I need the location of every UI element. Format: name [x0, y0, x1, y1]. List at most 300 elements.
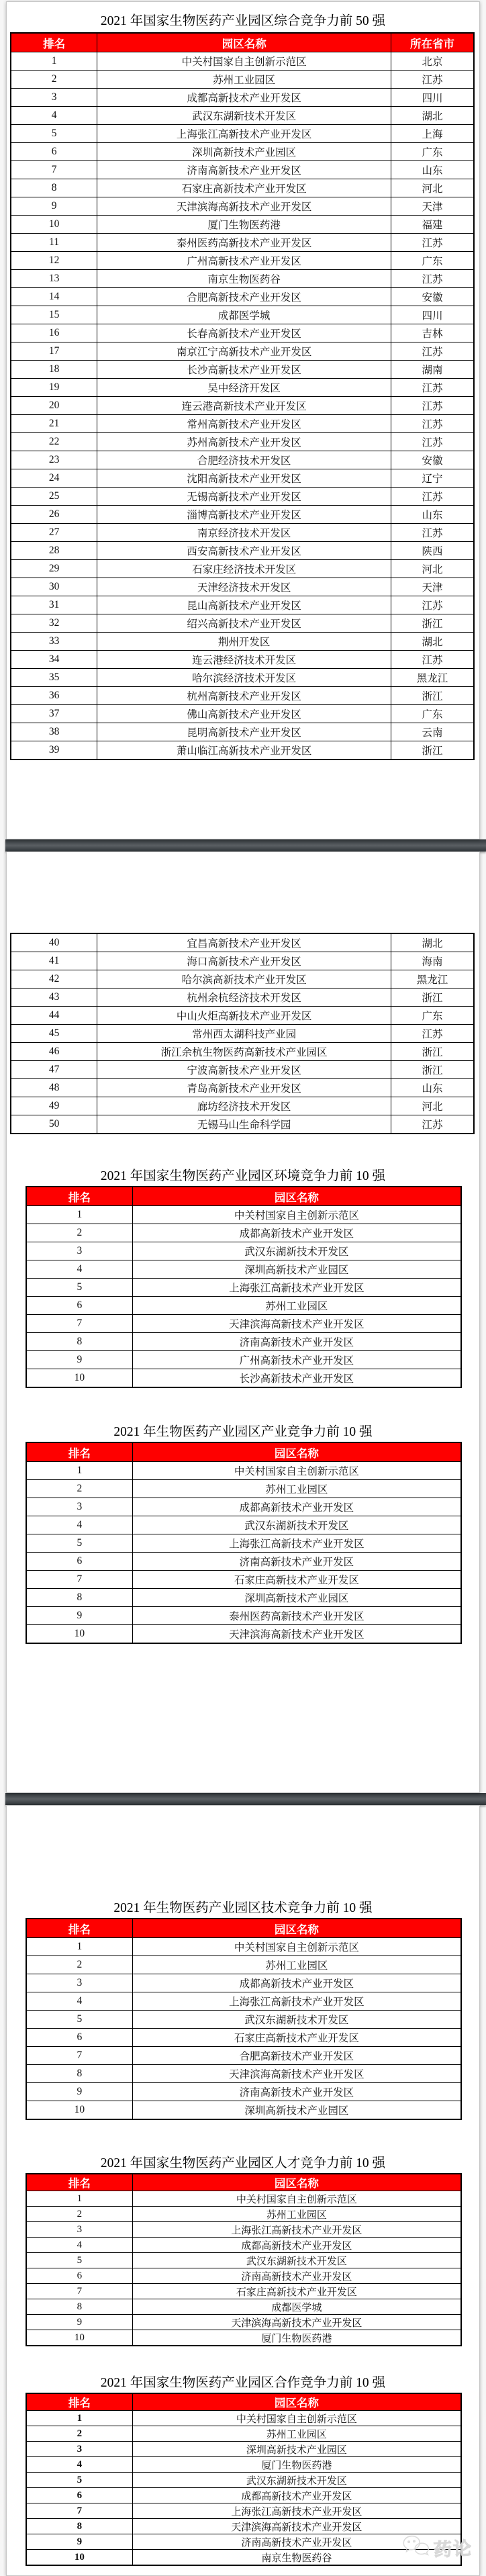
- park-name-cell: 上海张江高新技术产业开发区: [132, 2503, 461, 2519]
- park-name-cell: 苏州工业园区: [132, 2426, 461, 2442]
- park-name-cell: 广州高新技术产业开发区: [97, 252, 391, 270]
- park-name-cell: 成都高新技术产业开发区: [132, 1224, 461, 1242]
- province-cell: 四川: [391, 89, 474, 107]
- table-row: [11, 488, 474, 506]
- park-name-cell: 苏州工业园区: [132, 1956, 461, 1974]
- province-cell: 浙江: [391, 988, 474, 1007]
- table-row: [26, 2101, 461, 2120]
- table-row: [26, 1534, 461, 1553]
- table-row: [26, 1351, 461, 1369]
- ranking-table-environment-top10: [26, 1186, 462, 1388]
- rank-cell: 9: [26, 1351, 132, 1369]
- park-name-cell: 苏州工业园区: [132, 1480, 461, 1498]
- province-cell: 江苏: [391, 524, 474, 542]
- province-cell: 浙江: [391, 741, 474, 760]
- table-row: [26, 1992, 461, 2011]
- province-cell: 安徽: [391, 288, 474, 306]
- park-name-cell: 济南高新技术产业开发区: [132, 2083, 461, 2101]
- rank-cell: 9: [26, 2534, 132, 2550]
- province-cell: 黑龙江: [391, 970, 474, 988]
- table-row: [26, 2011, 461, 2029]
- rank-cell: 40: [11, 933, 97, 952]
- park-name-cell: 苏州高新技术产业开发区: [97, 433, 391, 451]
- table-row: [26, 1938, 461, 1956]
- table-row: [11, 687, 474, 705]
- rank-cell: 29: [11, 560, 97, 578]
- park-name-cell: 泰州医药高新技术产业开发区: [132, 1607, 461, 1625]
- table-row: [11, 252, 474, 270]
- table-row: [26, 2519, 461, 2534]
- park-name-cell: 天津滨海高新技术产业开发区: [97, 197, 391, 216]
- park-name-cell: 佛山高新技术产业开发区: [97, 705, 391, 723]
- rank-cell: 4: [26, 2457, 132, 2473]
- province-cell: 江苏: [391, 234, 474, 252]
- rank-cell: 6: [26, 1297, 132, 1315]
- rank-cell: 9: [26, 1607, 132, 1625]
- province-cell: 江苏: [391, 415, 474, 433]
- park-name-cell: 深圳高新技术产业园区: [97, 143, 391, 161]
- table-row: [11, 107, 474, 125]
- table-row: [26, 2550, 461, 2566]
- park-name-cell: 成都医学城: [97, 306, 391, 324]
- rank-cell: 18: [11, 361, 97, 379]
- park-name-cell: 沈阳高新技术产业开发区: [97, 469, 391, 488]
- park-name-cell: 淄博高新技术产业开发区: [97, 506, 391, 524]
- table-row: [26, 2503, 461, 2519]
- rank-cell: 1: [26, 1938, 132, 1956]
- document-page-3: [6, 1805, 480, 2576]
- column-header-rank-cell: 排名: [26, 2174, 132, 2191]
- column-header-rank-cell: 排名: [26, 1442, 132, 1462]
- park-name-cell: 杭州余杭经济技术开发区: [97, 988, 391, 1007]
- park-name-cell: 常州西太湖科技产业园: [97, 1025, 391, 1043]
- table-row: [11, 1097, 474, 1115]
- park-name-cell: 成都高新技术产业开发区: [97, 89, 391, 107]
- park-name-cell: 武汉东湖新技术开发区: [132, 2011, 461, 2029]
- table-row: [26, 2457, 461, 2473]
- rank-cell: 1: [11, 52, 97, 71]
- province-cell: 福建: [391, 216, 474, 234]
- park-name-cell: 哈尔滨高新技术产业开发区: [97, 970, 391, 988]
- table-row: [26, 1224, 461, 1242]
- rank-cell: 37: [11, 705, 97, 723]
- rank-cell: 48: [11, 1079, 97, 1097]
- table-row: [11, 469, 474, 488]
- province-cell: 浙江: [391, 687, 474, 705]
- park-name-cell: 上海张江高新技术产业开发区: [132, 1279, 461, 1297]
- rank-cell: 43: [11, 988, 97, 1007]
- ranking-table-talent-top10: [26, 2173, 462, 2346]
- table-row: [26, 1625, 461, 1644]
- watermark-text: 药论: [433, 2538, 473, 2561]
- rank-cell: 7: [26, 2503, 132, 2519]
- province-cell: 江苏: [391, 488, 474, 506]
- park-name-cell: 苏州工业园区: [97, 71, 391, 89]
- rank-cell: 4: [26, 1992, 132, 2011]
- table-row: [11, 451, 474, 469]
- rank-cell: 6: [26, 2029, 132, 2047]
- park-name-cell: 西安高新技术产业开发区: [97, 542, 391, 560]
- park-name-cell: 无锡高新技术产业开发区: [97, 488, 391, 506]
- rank-cell: 5: [26, 2011, 132, 2029]
- province-cell: 江苏: [391, 397, 474, 415]
- rank-cell: 1: [26, 1462, 132, 1480]
- rank-cell: 1: [26, 1206, 132, 1224]
- table-row: [11, 270, 474, 288]
- park-name-cell: 苏州工业园区: [132, 1297, 461, 1315]
- rank-cell: 2: [11, 71, 97, 89]
- province-cell: 天津: [391, 197, 474, 216]
- park-name-cell: 常州高新技术产业开发区: [97, 415, 391, 433]
- park-name-cell: 广州高新技术产业开发区: [132, 1351, 461, 1369]
- park-name-cell: 石家庄高新技术产业开发区: [97, 179, 391, 197]
- province-cell: 湖北: [391, 933, 474, 952]
- table-row: [11, 651, 474, 669]
- park-name-cell: 合肥高新技术产业开发区: [97, 288, 391, 306]
- province-cell: 浙江: [391, 614, 474, 633]
- rank-cell: 5: [26, 1279, 132, 1297]
- rank-cell: 20: [11, 397, 97, 415]
- park-name-cell: 昆明高新技术产业开发区: [97, 723, 391, 741]
- rank-cell: 2: [26, 1224, 132, 1242]
- document-page-2: [6, 852, 480, 1793]
- rank-cell: 47: [11, 1061, 97, 1079]
- rank-cell: 3: [26, 1242, 132, 1260]
- table-row: [26, 2534, 461, 2550]
- park-name-cell: 深圳高新技术产业园区: [132, 2442, 461, 2457]
- park-name-cell: 长沙高新技术产业开发区: [132, 1369, 461, 1388]
- column-header-rank-cell: 排名: [26, 2393, 132, 2411]
- table-row: [26, 2315, 461, 2330]
- rank-cell: 3: [26, 2222, 132, 2238]
- rank-cell: 9: [11, 197, 97, 216]
- province-cell: 广东: [391, 252, 474, 270]
- park-name-cell: 宁波高新技术产业开发区: [97, 1061, 391, 1079]
- table-row: [11, 197, 474, 216]
- column-header-rank-cell: 排名: [26, 1919, 132, 1938]
- ranking-table-comprehensive-top50: [10, 32, 475, 760]
- park-name-cell: 成都高新技术产业开发区: [132, 1498, 461, 1516]
- rank-cell: 5: [26, 1534, 132, 1553]
- table-row: [26, 1297, 461, 1315]
- table-row: [11, 379, 474, 397]
- province-cell: 山东: [391, 506, 474, 524]
- rank-cell: 11: [11, 234, 97, 252]
- province-cell: 江苏: [391, 71, 474, 89]
- rank-cell: 8: [26, 1333, 132, 1351]
- park-name-cell: 济南高新技术产业开发区: [132, 2268, 461, 2284]
- park-name-cell: 连云港经济技术开发区: [97, 651, 391, 669]
- table-row: [11, 741, 474, 760]
- province-cell: 安徽: [391, 451, 474, 469]
- park-name-cell: 天津滨海高新技术产业开发区: [132, 2065, 461, 2083]
- table-row: [11, 1079, 474, 1097]
- park-name-cell: 中关村国家自主创新示范区: [132, 1938, 461, 1956]
- table-title-talent: 2021 年国家生物医药产业园区人才竞争力前 10 强: [100, 2156, 386, 2170]
- rank-cell: 2: [26, 2207, 132, 2222]
- province-cell: 浙江: [391, 1043, 474, 1061]
- table-title-technology: 2021 年生物医药产业园区技术竞争力前 10 强: [113, 1901, 373, 1915]
- table-row: [11, 952, 474, 970]
- rank-cell: 50: [11, 1115, 97, 1134]
- rank-cell: 49: [11, 1097, 97, 1115]
- rank-cell: 8: [26, 2065, 132, 2083]
- province-cell: 江苏: [391, 1115, 474, 1134]
- province-cell: 吉林: [391, 324, 474, 342]
- table-title-comprehensive: 2021 年国家生物医药产业园区综合竞争力前 50 强: [100, 14, 386, 28]
- province-cell: 黑龙江: [391, 669, 474, 687]
- province-cell: 陕西: [391, 542, 474, 560]
- rank-cell: 4: [11, 107, 97, 125]
- province-cell: 上海: [391, 125, 474, 143]
- table-row: [26, 2083, 461, 2101]
- park-name-cell: 无锡马山生命科学园: [97, 1115, 391, 1134]
- rank-cell: 14: [11, 288, 97, 306]
- rank-cell: 10: [26, 1369, 132, 1388]
- park-name-cell: 长春高新技术产业开发区: [97, 324, 391, 342]
- table-row: [26, 2442, 461, 2457]
- park-name-cell: 石家庄经济技术开发区: [97, 560, 391, 578]
- rank-cell: 6: [26, 1553, 132, 1571]
- park-name-cell: 南京江宁高新技术产业开发区: [97, 342, 391, 361]
- province-cell: 湖南: [391, 361, 474, 379]
- province-cell: 山东: [391, 161, 474, 179]
- rank-cell: 32: [11, 614, 97, 633]
- rank-cell: 8: [26, 2299, 132, 2315]
- table-row: [26, 1480, 461, 1498]
- park-name-cell: 上海张江高新技术产业开发区: [132, 2222, 461, 2238]
- document-page-1: [6, 1, 480, 839]
- column-header-park-name-cell: 园区名称: [132, 1187, 461, 1206]
- table-row: [11, 1061, 474, 1079]
- table-row: [26, 2473, 461, 2488]
- rank-cell: 2: [26, 1956, 132, 1974]
- table-row: [11, 1115, 474, 1134]
- table-row: [11, 933, 474, 952]
- table-row: [26, 1974, 461, 1992]
- park-name-cell: 连云港高新技术产业开发区: [97, 397, 391, 415]
- column-header-rank-cell: 排名: [11, 33, 97, 52]
- rank-cell: 5: [26, 2473, 132, 2488]
- rank-cell: 39: [11, 741, 97, 760]
- table-row: [11, 125, 474, 143]
- rank-cell: 5: [11, 125, 97, 143]
- rank-cell: 15: [11, 306, 97, 324]
- column-header-park-name-cell: 园区名称: [132, 2393, 461, 2411]
- rank-cell: 8: [11, 179, 97, 197]
- rank-cell: 10: [26, 2330, 132, 2346]
- park-name-cell: 长沙高新技术产业开发区: [97, 361, 391, 379]
- park-name-cell: 深圳高新技术产业园区: [132, 1589, 461, 1607]
- table-row: [26, 2029, 461, 2047]
- province-cell: 四川: [391, 306, 474, 324]
- park-name-cell: 厦门生物医药港: [132, 2457, 461, 2473]
- table-row: [11, 415, 474, 433]
- park-name-cell: 武汉东湖新技术开发区: [97, 107, 391, 125]
- page-separator-bar: [5, 839, 486, 852]
- province-cell: 江苏: [391, 651, 474, 669]
- table-row: [11, 179, 474, 197]
- table-row: [11, 560, 474, 578]
- page-separator-bar: [5, 1793, 486, 1805]
- province-cell: 天津: [391, 578, 474, 596]
- province-cell: 山东: [391, 1079, 474, 1097]
- table-row: [11, 52, 474, 71]
- park-name-cell: 南京生物医药谷: [132, 2550, 461, 2566]
- park-name-cell: 济南高新技术产业开发区: [132, 1333, 461, 1351]
- rank-cell: 36: [11, 687, 97, 705]
- province-cell: 湖北: [391, 107, 474, 125]
- rank-cell: 26: [11, 506, 97, 524]
- park-name-cell: 深圳高新技术产业园区: [132, 2101, 461, 2120]
- park-name-cell: 绍兴高新技术产业开发区: [97, 614, 391, 633]
- province-cell: 广东: [391, 143, 474, 161]
- column-header-park-name-cell: 园区名称: [97, 33, 391, 52]
- table-row: [26, 1279, 461, 1297]
- rank-cell: 4: [26, 1260, 132, 1279]
- park-name-cell: 武汉东湖新技术开发区: [132, 2253, 461, 2268]
- rank-cell: 25: [11, 488, 97, 506]
- rank-cell: 24: [11, 469, 97, 488]
- park-name-cell: 成都高新技术产业开发区: [132, 1974, 461, 1992]
- park-name-cell: 宜昌高新技术产业开发区: [97, 933, 391, 952]
- park-name-cell: 成都医学城: [132, 2299, 461, 2315]
- rank-cell: 23: [11, 451, 97, 469]
- park-name-cell: 合肥高新技术产业开发区: [132, 2047, 461, 2065]
- table-title-environment: 2021 年国家生物医药产业园区环境竞争力前 10 强: [100, 1169, 386, 1183]
- rank-cell: 6: [26, 2488, 132, 2503]
- park-name-cell: 天津经济技术开发区: [97, 578, 391, 596]
- rank-cell: 10: [26, 1625, 132, 1644]
- ranking-table-industry-top10: [26, 1442, 462, 1644]
- park-name-cell: 中关村国家自主创新示范区: [132, 2191, 461, 2207]
- province-cell: 江苏: [391, 1025, 474, 1043]
- table-row: [26, 1315, 461, 1333]
- park-name-cell: 合肥经济技术开发区: [97, 451, 391, 469]
- rank-cell: 2: [26, 2426, 132, 2442]
- park-name-cell: 萧山临江高新技术产业开发区: [97, 741, 391, 760]
- rank-cell: 33: [11, 633, 97, 651]
- table-row: [11, 705, 474, 723]
- table-row: [11, 324, 474, 342]
- rank-cell: 28: [11, 542, 97, 560]
- table-row: [26, 1369, 461, 1388]
- table-row: [26, 2065, 461, 2083]
- table-row: [11, 578, 474, 596]
- park-name-cell: 厦门生物医药港: [132, 2330, 461, 2346]
- rank-cell: 3: [26, 1974, 132, 1992]
- rank-cell: 10: [26, 2550, 132, 2566]
- rank-cell: 44: [11, 1007, 97, 1025]
- table-row: [26, 2191, 461, 2207]
- park-name-cell: 吴中经济开发区: [97, 379, 391, 397]
- column-header-park-name-cell: 园区名称: [132, 2174, 461, 2191]
- table-row: [11, 988, 474, 1007]
- province-cell: 江苏: [391, 270, 474, 288]
- park-name-cell: 天津滨海高新技术产业开发区: [132, 1625, 461, 1644]
- table-row: [26, 1462, 461, 1480]
- province-cell: 江苏: [391, 433, 474, 451]
- park-name-cell: 昆山高新技术产业开发区: [97, 596, 391, 614]
- table-row: [26, 1333, 461, 1351]
- rank-cell: 41: [11, 952, 97, 970]
- table-row: [11, 723, 474, 741]
- table-row: [11, 361, 474, 379]
- table-row: [11, 234, 474, 252]
- park-name-cell: 武汉东湖新技术开发区: [132, 2473, 461, 2488]
- rank-cell: 38: [11, 723, 97, 741]
- table-row: [11, 970, 474, 988]
- province-cell: 北京: [391, 52, 474, 71]
- rank-cell: 9: [26, 2315, 132, 2330]
- table-row: [11, 542, 474, 560]
- park-name-cell: 杭州高新技术产业开发区: [97, 687, 391, 705]
- table-row: [26, 2238, 461, 2253]
- rank-cell: 1: [26, 2411, 132, 2426]
- rank-cell: 4: [26, 1516, 132, 1534]
- table-title-industry: 2021 年生物医药产业园区产业竞争力前 10 强: [113, 1425, 373, 1439]
- rank-cell: 31: [11, 596, 97, 614]
- park-name-cell: 济南高新技术产业开发区: [132, 2534, 461, 2550]
- park-name-cell: 天津滨海高新技术产业开发区: [132, 2315, 461, 2330]
- rank-cell: 10: [26, 2101, 132, 2120]
- table-row: [26, 1498, 461, 1516]
- park-name-cell: 成都高新技术产业开发区: [132, 2238, 461, 2253]
- rank-cell: 35: [11, 669, 97, 687]
- rank-cell: 10: [11, 216, 97, 234]
- table-row: [26, 1553, 461, 1571]
- table-row: [26, 2426, 461, 2442]
- table-row: [11, 71, 474, 89]
- table-row: [26, 2047, 461, 2065]
- ranking-table-technology-top10: [26, 1918, 462, 2120]
- rank-cell: 6: [26, 2268, 132, 2284]
- table-row: [26, 1516, 461, 1534]
- park-name-cell: 武汉东湖新技术开发区: [132, 1242, 461, 1260]
- table-row: [26, 2284, 461, 2299]
- table-row: [11, 397, 474, 415]
- park-name-cell: 天津滨海高新技术产业开发区: [132, 2519, 461, 2534]
- rank-cell: 3: [26, 2442, 132, 2457]
- province-cell: 江苏: [391, 342, 474, 361]
- rank-cell: 12: [11, 252, 97, 270]
- table-title-cooperation: 2021 年国家生物医药产业园区合作竞争力前 10 强: [100, 2376, 386, 2390]
- rank-cell: 3: [11, 89, 97, 107]
- park-name-cell: 上海张江高新技术产业开发区: [132, 1534, 461, 1553]
- table-row: [11, 596, 474, 614]
- park-name-cell: 中关村国家自主创新示范区: [132, 1206, 461, 1224]
- park-name-cell: 石家庄高新技术产业开发区: [132, 2029, 461, 2047]
- column-header-park-name-cell: 园区名称: [132, 1919, 461, 1938]
- table-row: [11, 506, 474, 524]
- park-name-cell: 青岛高新技术产业开发区: [97, 1079, 391, 1097]
- rank-cell: 4: [26, 2238, 132, 2253]
- park-name-cell: 浙江余杭生物医药高新技术产业园区: [97, 1043, 391, 1061]
- rank-cell: 9: [26, 2083, 132, 2101]
- rank-cell: 2: [26, 1480, 132, 1498]
- province-cell: 河北: [391, 1097, 474, 1115]
- table-row: [26, 1571, 461, 1589]
- table-row: [26, 2253, 461, 2268]
- park-name-cell: 荆州开发区: [97, 633, 391, 651]
- rank-cell: 16: [11, 324, 97, 342]
- rank-cell: 1: [26, 2191, 132, 2207]
- province-cell: 河北: [391, 560, 474, 578]
- table-row: [11, 524, 474, 542]
- province-cell: 河北: [391, 179, 474, 197]
- park-name-cell: 中关村国家自主创新示范区: [132, 2411, 461, 2426]
- table-row: [26, 1589, 461, 1607]
